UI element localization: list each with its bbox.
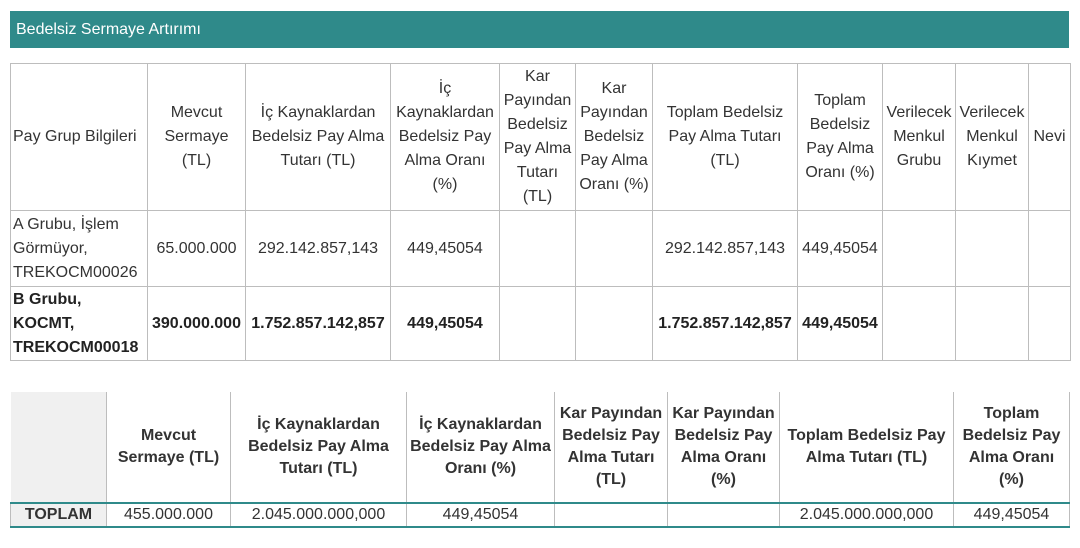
cell-toplam-oran: 449,45054 [798,211,883,287]
table-row [11,287,1071,361]
total-kar-payi-oran [668,503,780,527]
cell-group: A Grubu, İşlem Görmüyor, TREKOCM00026 [11,211,148,287]
total-mevcut-sermaye: 455.000.000 [107,503,231,527]
cell-mevcut-sermaye: 65.000.000 [148,211,246,287]
cell-kar-payi-oran [576,287,653,361]
total-header-ic-kaynak-oran: İç Kaynaklardan Bedelsiz Pay Alma Oranı (%) [407,392,555,503]
cell-menkul-grubu [883,211,956,287]
total-header-row [11,392,1070,503]
header-kar-payi-tutar: Kar Payından Bedelsiz Pay Alma Tutarı (TL) [500,64,576,211]
total-header-mevcut-sermaye: Mevcut Sermaye (TL) [107,392,231,503]
cell-toplam-tutar: 1.752.857.142,857 [653,287,798,361]
cell-menkul-kiymet [956,211,1029,287]
cell-kar-payi-tutar [500,287,576,361]
total-header-kar-payi-tutar: Kar Payından Bedelsiz Pay Alma Tutarı (TL) [555,392,668,503]
header-ic-kaynak-tutar: İç Kaynaklardan Bedelsiz Pay Alma Tutarı (TL) [246,64,391,211]
header-pay-grup: Pay Grup Bilgileri [11,64,148,211]
total-header-blank [11,392,107,503]
pay-grup-table [10,63,1071,361]
cell-toplam-tutar: 292.142.857,143 [653,211,798,287]
total-ic-kaynak-oran: 449,45054 [407,503,555,527]
header-menkul-kiymet: Verilecek Menkul Kıymet [956,64,1029,211]
header-menkul-grubu: Verilecek Menkul Grubu [883,64,956,211]
table-row [11,211,1071,287]
cell-ic-kaynak-tutar: 292.142.857,143 [246,211,391,287]
cell-menkul-kiymet [956,287,1029,361]
total-label: TOPLAM [11,503,107,527]
total-kar-payi-tutar [555,503,668,527]
header-mevcut-sermaye: Mevcut Sermaye (TL) [148,64,246,211]
total-toplam-oran: 449,45054 [954,503,1070,527]
cell-mevcut-sermaye: 390.000.000 [148,287,246,361]
cell-group: B Grubu, KOCMT, TREKOCM00018 [11,287,148,361]
total-row [11,503,1070,527]
header-toplam-tutar: Toplam Bedelsiz Pay Alma Tutarı (TL) [653,64,798,211]
total-header-kar-payi-oran: Kar Payından Bedelsiz Pay Alma Oranı (%) [668,392,780,503]
table-header-row [11,64,1071,211]
cell-menkul-grubu [883,287,956,361]
total-header-toplam-tutar: Toplam Bedelsiz Pay Alma Tutarı (TL) [780,392,954,503]
cell-ic-kaynak-tutar: 1.752.857.142,857 [246,287,391,361]
header-toplam-oran: Toplam Bedelsiz Pay Alma Oranı (%) [798,64,883,211]
toplam-table [10,392,1070,528]
cell-kar-payi-oran [576,211,653,287]
cell-nevi [1029,211,1071,287]
section-title: Bedelsiz Sermaye Artırımı [10,11,1069,48]
header-kar-payi-oran: Kar Payından Bedelsiz Pay Alma Oranı (%) [576,64,653,211]
cell-kar-payi-tutar [500,211,576,287]
header-ic-kaynak-oran: İç Kaynaklardan Bedelsiz Pay Alma Oranı (%) [391,64,500,211]
cell-nevi [1029,287,1071,361]
cell-ic-kaynak-oran: 449,45054 [391,211,500,287]
cell-ic-kaynak-oran: 449,45054 [391,287,500,361]
total-ic-kaynak-tutar: 2.045.000.000,000 [231,503,407,527]
total-header-toplam-oran: Toplam Bedelsiz Pay Alma Oranı (%) [954,392,1070,503]
total-toplam-tutar: 2.045.000.000,000 [780,503,954,527]
total-header-ic-kaynak-tutar: İç Kaynaklardan Bedelsiz Pay Alma Tutarı (TL) [231,392,407,503]
cell-toplam-oran: 449,45054 [798,287,883,361]
header-nevi: Nevi [1029,64,1071,211]
